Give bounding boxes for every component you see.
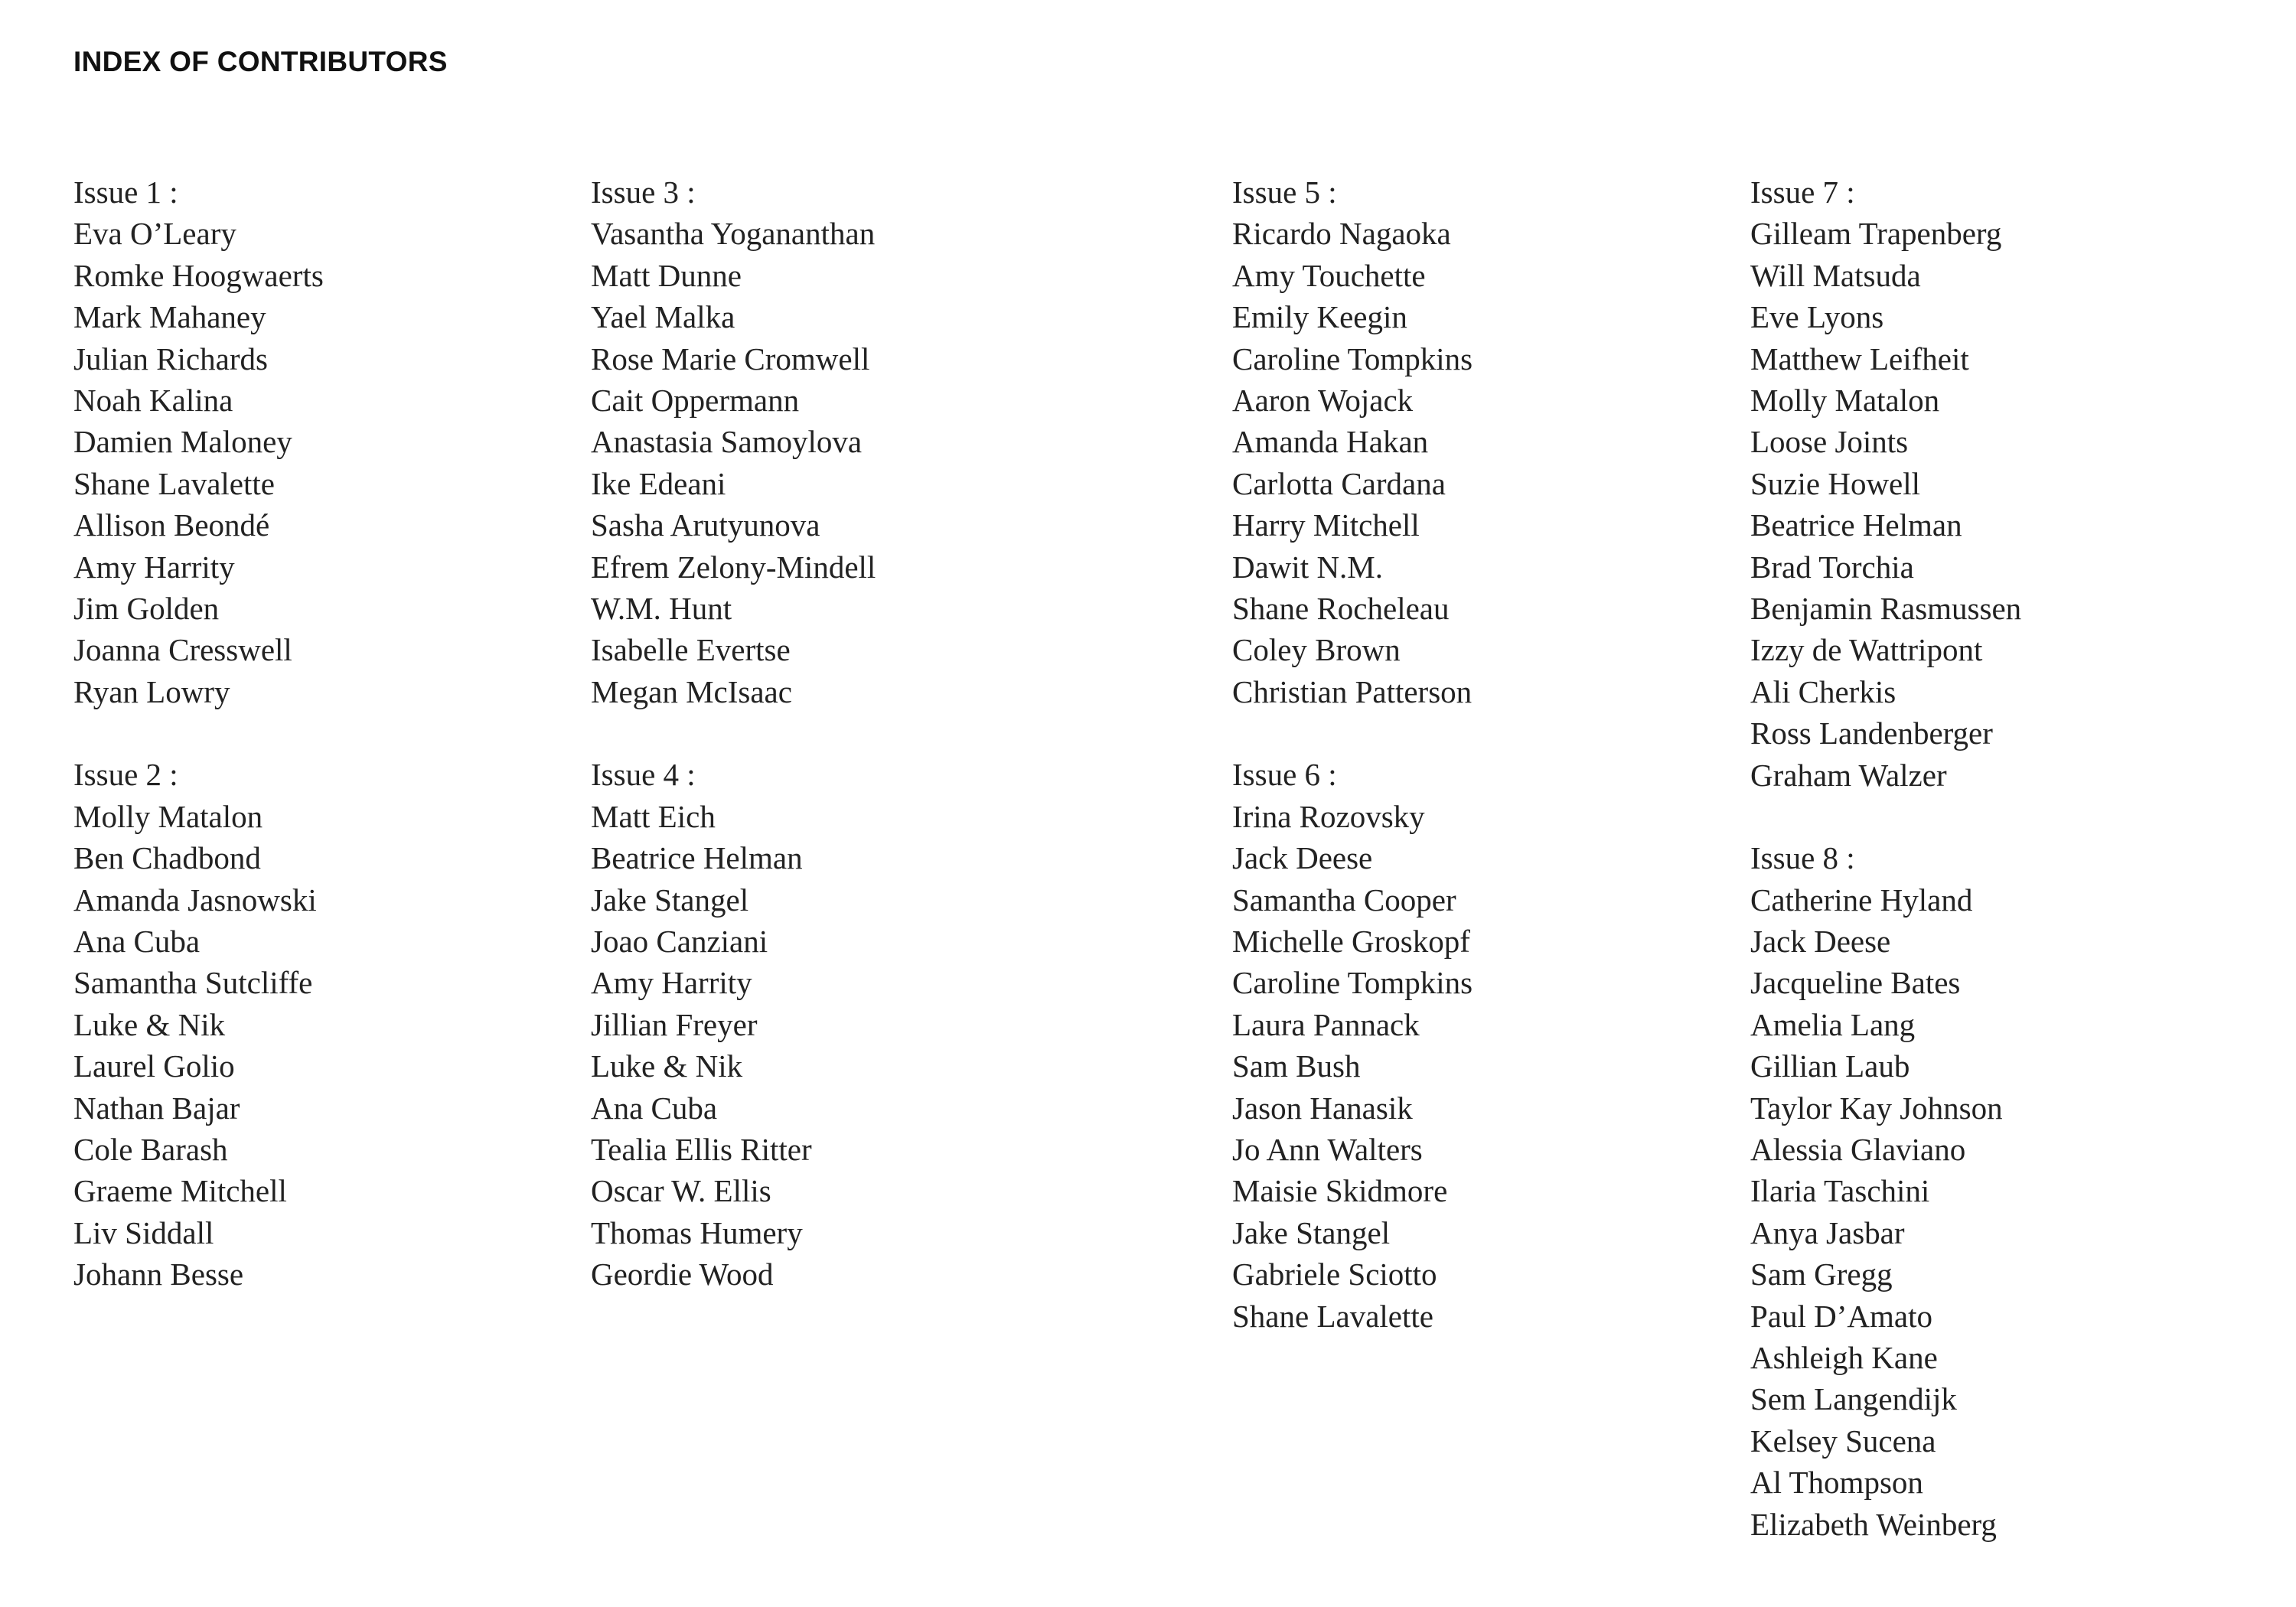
contributor-name: Ana Cuba — [591, 1090, 718, 1126]
contributor-name: Alessia Glaviano — [1750, 1131, 1966, 1167]
contributor-name: Allison Beondé — [73, 507, 270, 543]
contributor-name: Laura Pannack — [1232, 1006, 1420, 1042]
contributor-name: Anya Jasbar — [1750, 1214, 1905, 1250]
contributor-name: Yael Malka — [591, 299, 735, 335]
contributor-name: Liv Siddall — [73, 1214, 214, 1250]
contributor-name: Coley Brown — [1232, 632, 1401, 668]
contributor-name: Molly Matalon — [1750, 383, 1940, 419]
contributor-name: Ilaria Taschini — [1750, 1173, 1930, 1209]
contributor-name: Vasantha Yogananthan — [591, 216, 876, 252]
contributor-name: Catherine Hyland — [1750, 882, 1973, 918]
contributor-name: Samantha Cooper — [1232, 882, 1456, 918]
contributor-name: Gilleam Trapenberg — [1750, 216, 2002, 252]
issue-heading: Issue 2 : — [73, 757, 178, 793]
contributor-name: Ryan Lowry — [73, 673, 230, 709]
contributor-name: Molly Matalon — [73, 798, 263, 834]
contributor-name: Romke Hoogwaerts — [73, 257, 324, 293]
contributor-name: Joao Canziani — [591, 923, 768, 959]
contributor-name: Luke & Nik — [73, 1006, 226, 1042]
contributor-name: Paul D’Amato — [1750, 1298, 1932, 1334]
contributor-name: Jo Ann Walters — [1232, 1131, 1423, 1167]
contributor-name: Graeme Mitchell — [73, 1173, 287, 1209]
contributor-name: Anastasia Samoylova — [591, 424, 863, 460]
contributor-name: Emily Keegin — [1232, 299, 1407, 335]
contributor-name: Noah Kalina — [73, 383, 233, 419]
contributor-name: Christian Patterson — [1232, 673, 1473, 709]
contributor-name: Jillian Freyer — [591, 1006, 758, 1042]
contributor-name: Michelle Groskopf — [1232, 923, 1470, 959]
contributors-column — [591, 171, 1065, 1337]
contributor-name: Graham Walzer — [1750, 757, 1947, 793]
contributor-name: Loose Joints — [1750, 424, 1909, 460]
contributor-name: Matt Eich — [591, 798, 716, 834]
contributor-name: Ali Cherkis — [1750, 673, 1896, 709]
contributor-name: Ike Edeani — [591, 465, 726, 501]
contributor-name: Ricardo Nagaoka — [1232, 216, 1451, 252]
contributor-name: Luke & Nik — [591, 1048, 743, 1084]
contributor-name: Irina Rozovsky — [1232, 798, 1425, 834]
contributor-name: Sasha Arutyunova — [591, 507, 820, 543]
contributor-name: Jack Deese — [1232, 840, 1373, 876]
issue-heading: Issue 1 : — [73, 174, 178, 210]
issue-block — [73, 171, 548, 712]
contributor-name: Maisie Skidmore — [1232, 1173, 1448, 1209]
issue-block — [1232, 171, 1707, 712]
contributor-name: Damien Maloney — [73, 424, 292, 460]
contributor-name: Benjamin Rasmussen — [1750, 591, 2022, 627]
page-title: INDEX OF CONTRIBUTORS — [73, 46, 448, 77]
contributor-name: Mark Mahaney — [73, 299, 266, 335]
contributor-name: Will Matsuda — [1750, 257, 1921, 293]
contributor-name: Amanda Jasnowski — [73, 882, 317, 918]
contributor-name: Tealia Ellis Ritter — [591, 1131, 812, 1167]
contributor-name: Matthew Leifheit — [1750, 341, 1969, 376]
contributor-name: Aaron Wojack — [1232, 383, 1414, 419]
contributor-name: Jack Deese — [1750, 923, 1891, 959]
issue-heading: Issue 7 : — [1750, 174, 1855, 210]
contributor-name: Caroline Tompkins — [1232, 965, 1473, 1001]
contributor-name: Sam Gregg — [1750, 1257, 1893, 1292]
issue-heading: Issue 5 : — [1232, 174, 1337, 210]
issue-block — [73, 754, 548, 1295]
contributor-name: Jake Stangel — [1232, 1214, 1391, 1250]
issue-heading: Issue 6 : — [1232, 757, 1337, 793]
contributor-name: Amy Touchette — [1232, 257, 1426, 293]
contributor-name: Beatrice Helman — [591, 840, 803, 876]
issue-block — [1750, 171, 2225, 796]
contributor-name: Jacqueline Bates — [1750, 965, 1961, 1001]
contributor-name: Megan McIsaac — [591, 673, 792, 709]
contributor-name: Samantha Sutcliffe — [73, 965, 313, 1001]
contributor-list — [73, 213, 548, 712]
contributor-name: Carlotta Cardana — [1232, 465, 1446, 501]
contributor-name: Johann Besse — [73, 1257, 244, 1292]
contributor-name: Amelia Lang — [1750, 1006, 1916, 1042]
contributor-name: Julian Richards — [73, 341, 268, 376]
contributor-name: Harry Mitchell — [1232, 507, 1420, 543]
contributor-name: Efrem Zelony-Mindell — [591, 549, 876, 585]
contributor-name: Cole Barash — [73, 1131, 228, 1167]
contributor-name: Shane Lavalette — [1232, 1298, 1433, 1334]
contributor-name: Elizabeth Weinberg — [1750, 1506, 1997, 1542]
contributor-name: Eva O’Leary — [73, 216, 236, 252]
issue-block — [591, 754, 1065, 1295]
contributor-list — [1232, 796, 1707, 1337]
contributor-name: Jake Stangel — [591, 882, 749, 918]
issue-block — [591, 171, 1065, 712]
issue-heading: Issue 4 : — [591, 757, 696, 793]
contributor-name: Suzie Howell — [1750, 465, 1921, 501]
issue-heading: Issue 8 : — [1750, 840, 1855, 876]
contributor-name: Amy Harrity — [591, 965, 752, 1001]
contributor-name: Laurel Golio — [73, 1048, 235, 1084]
contributor-name: Isabelle Evertse — [591, 632, 791, 668]
contributor-name: Cait Oppermann — [591, 383, 800, 419]
contributor-name: Jim Golden — [73, 591, 220, 627]
issue-heading: Issue 3 : — [591, 174, 696, 210]
contributor-name: Amy Harrity — [73, 549, 235, 585]
issue-block — [1232, 754, 1707, 1337]
contributor-list — [73, 796, 548, 1296]
contributor-name: Kelsey Sucena — [1750, 1423, 1936, 1459]
contributor-name: Ross Landenberger — [1750, 715, 1993, 751]
contributor-name: Ashleigh Kane — [1750, 1339, 1938, 1375]
contributor-list — [1750, 213, 2225, 796]
contributor-list — [591, 796, 1065, 1296]
contributor-name: Thomas Humery — [591, 1214, 803, 1250]
contributor-name: Gillian Laub — [1750, 1048, 1910, 1084]
contributor-list — [591, 213, 1065, 712]
contributor-name: Ana Cuba — [73, 923, 201, 959]
contributor-name: Dawit N.M. — [1232, 549, 1384, 585]
contributor-name: Al Thompson — [1750, 1465, 1923, 1501]
contributor-name: W.M. Hunt — [591, 591, 732, 627]
contributor-name: Joanna Cresswell — [73, 632, 292, 668]
contributors-column — [1750, 171, 2225, 1586]
contributor-list — [1232, 213, 1707, 712]
contributor-name: Eve Lyons — [1750, 299, 1884, 335]
contributor-name: Shane Lavalette — [73, 465, 275, 501]
contributor-name: Shane Rocheleau — [1232, 591, 1450, 627]
issue-block — [1750, 837, 2225, 1545]
contributor-name: Caroline Tompkins — [1232, 341, 1473, 376]
contributor-name: Amanda Hakan — [1232, 424, 1429, 460]
contributor-name: Oscar W. Ellis — [591, 1173, 771, 1209]
contributor-name: Geordie Wood — [591, 1257, 774, 1292]
contributor-name: Nathan Bajar — [73, 1090, 240, 1126]
contributor-name: Sam Bush — [1232, 1048, 1361, 1084]
contributor-name: Brad Torchia — [1750, 549, 1914, 585]
contributor-list — [1750, 879, 2225, 1546]
contributor-name: Taylor Kay Johnson — [1750, 1090, 2003, 1126]
contributor-name: Gabriele Sciotto — [1232, 1257, 1437, 1292]
contributors-column — [73, 171, 548, 1337]
contributor-name: Beatrice Helman — [1750, 507, 1962, 543]
contributor-name: Izzy de Wattripont — [1750, 632, 1983, 668]
contributor-name: Ben Chadbond — [73, 840, 261, 876]
contributor-name: Matt Dunne — [591, 257, 742, 293]
contributor-name: Sem Langendijk — [1750, 1381, 1957, 1417]
contributor-name: Jason Hanasik — [1232, 1090, 1413, 1126]
contributors-column — [1232, 171, 1707, 1378]
contributor-name: Rose Marie Cromwell — [591, 341, 870, 376]
